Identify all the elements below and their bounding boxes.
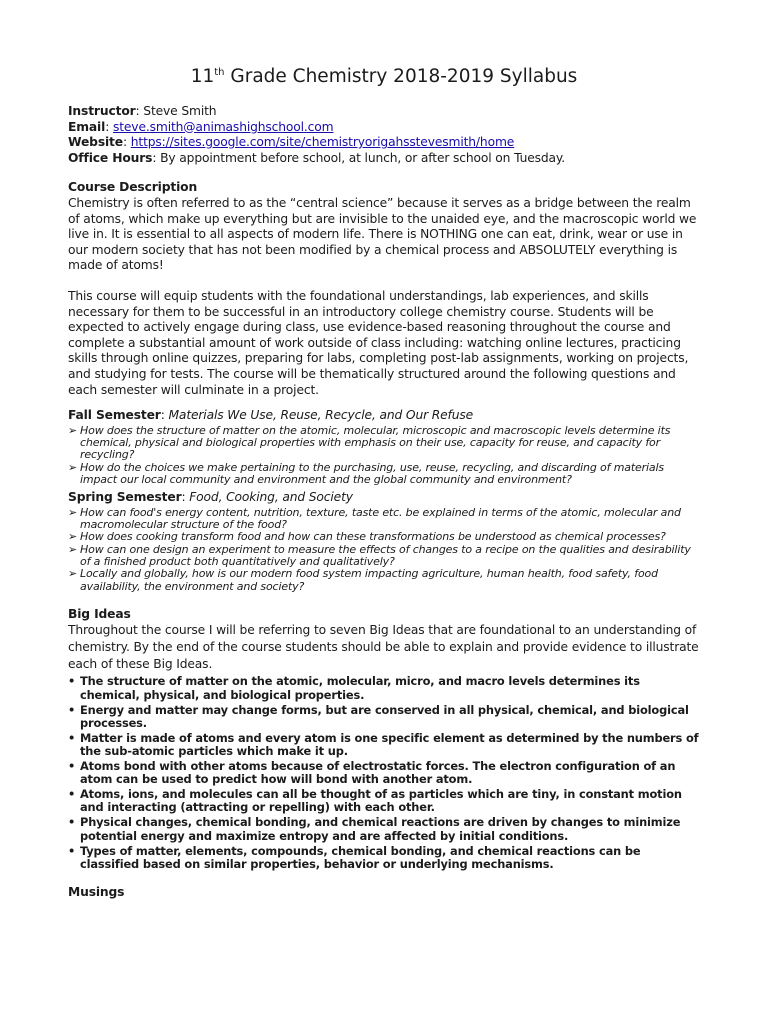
title-text: Grade Chemistry 2018-2019 Syllabus	[224, 66, 578, 87]
bullet-icon: •	[68, 674, 76, 689]
office-hours-text: By appointment before school, at lunch, or after school on Tuesday.	[160, 150, 566, 165]
list-item	[68, 507, 700, 532]
bullet-icon: •	[68, 759, 76, 773]
office-hours-label: Office Hours	[68, 150, 153, 165]
bullet-icon: •	[68, 702, 76, 717]
question-text: How can food's energy content, nutrition, texture, taste etc. be explained in terms of the atomic, molecular and macromolecular structure of the food?	[80, 505, 681, 532]
arrow-bullet-icon: ➢	[68, 505, 78, 519]
instructor-row: Instructor: Steve Smith	[68, 104, 217, 118]
instructor-name: Steve Smith	[143, 104, 217, 118]
page-title	[68, 66, 700, 88]
email-label: Email	[68, 119, 106, 134]
big-idea-text: Types of matter, elements, compounds, chemical bonding, and chemical reactions can be classified based on similar properties, behavior or underlying mechanisms.	[80, 843, 641, 871]
question-text: Locally and globally, how is our modern food system impacting agriculture, human health, food safety, food availability, the environment and society?	[80, 567, 658, 593]
spring-semester-label: Spring Semester	[68, 490, 182, 505]
list-item	[68, 675, 700, 702]
instructor-label: Instructor	[68, 104, 136, 118]
big-ideas-intro: Throughout the course I will be referring to seven Big Ideas that are foundational to an understanding of chemistry. By the end of the course students should be able to explain and provide evidence to illustrate each of these Big Ideas.	[68, 623, 699, 672]
musings-heading: Musings	[68, 885, 125, 900]
big-idea-text: The structure of matter on the atomic, molecular, micro, and macro levels determines its chemical, physical, and biological properties.	[80, 674, 640, 702]
arrow-bullet-icon: ➢	[68, 460, 78, 474]
list-item	[68, 816, 700, 843]
list-item	[68, 568, 700, 593]
spring-semester-heading: Spring Semester: Food, Cooking, and Society	[68, 490, 353, 505]
list-item	[68, 788, 700, 815]
website-row: Website: https://sites.google.com/site/chemistryorigahsstevesmith/home	[68, 135, 515, 150]
arrow-bullet-icon: ➢	[68, 567, 78, 581]
big-ideas-list	[68, 675, 700, 871]
list-item	[68, 704, 700, 731]
title-superscript: th	[214, 66, 225, 78]
question-text: How does the structure of matter on the atomic, molecular, microscopic and macroscopic levels determine its chemical, physical and biological properties with emphasis on their use, capacity for reuse, and capacity for recycling?	[80, 423, 671, 462]
spring-questions-list	[68, 507, 700, 593]
fall-semester-theme: Materials We Use, Reuse, Recycle, and Our Refuse	[168, 408, 474, 423]
list-item	[68, 544, 700, 569]
course-description-paragraph-1: Chemistry is often referred to as the “central science” because it serves as a bridge between the realm of atoms, which make up everything but are invisible to the unaided eye, and the macroscopic world we live in. It is essential to all aspects of modern life. There is NOTHING one can eat, drink, wear or use in our modern society that has not been modified by a chemical process and ABSOLUTELY everything is made of atoms!	[68, 195, 697, 273]
fall-semester-heading: Fall Semester: Materials We Use, Reuse, Recycle, and Our Refuse	[68, 408, 474, 423]
list-item	[68, 760, 700, 787]
list-item	[68, 462, 700, 487]
question-text: How do the choices we make pertaining to the purchasing, use, reuse, recycling, and discarding of materials impact our local community and environment and the global community and environment?	[80, 460, 664, 486]
office-hours-row: Office Hours: By appointment before school, at lunch, or after school on Tuesday.	[68, 150, 566, 165]
big-idea-text: Physical changes, chemical bonding, and chemical reactions are driven by changes to minimize potential energy and maximize entropy and are affected by initial conditions.	[80, 815, 681, 843]
email-link[interactable]: steve.smith@animashighschool.com	[112, 119, 334, 134]
question-text: How does cooking transform food and how can these transformations be understood as chemical processes?	[80, 530, 666, 544]
big-idea-text: Atoms bond with other atoms because of electrostatic forces. The electron configuration of an atom can be used to predict how will bond with another atom.	[80, 759, 676, 787]
website-label: Website	[68, 135, 123, 150]
contact-block	[68, 104, 700, 166]
list-item	[68, 425, 700, 462]
big-ideas-heading: Big Ideas	[68, 606, 131, 621]
list-item	[68, 732, 700, 759]
course-description-heading: Course Description	[68, 180, 198, 195]
course-description-paragraph-2: This course will equip students with the foundational understandings, lab experiences, and skills necessary for them to be successful in an introductory college chemistry course. Students will be expected to actively engage during class, use evidence-based reasoning throughout the course and complete a substantial amount of work outside of class including: watching online lectures, practicing skills through online quizzes, preparing for labs, completing post-lab assignments, working on projects, and studying for tests. The course will be thematically structured around the following questions and each semester will culminate in a project.	[68, 288, 689, 397]
spring-semester-theme: Food, Cooking, and Society	[189, 490, 353, 505]
bullet-icon: •	[68, 843, 76, 858]
bullet-icon: •	[68, 787, 76, 802]
big-idea-text: Matter is made of atoms and every atom is one specific element as determined by the numbers of the sub-atomic particles which make it up.	[80, 730, 699, 759]
big-idea-text: Energy and matter may change forms, but are conserved in all physical, chemical, and biological processes.	[80, 702, 689, 730]
email-row: Email: steve.smith@animashighschool.com	[68, 119, 334, 134]
big-idea-text: Atoms, ions, and molecules can all be thought of as particles which are tiny, in constant motion and interacting (attracting or repelling) with each other.	[80, 787, 682, 815]
fall-semester-label: Fall Semester	[68, 408, 161, 423]
website-link[interactable]: https://sites.google.com/site/chemistryorigahsstevesmith/home	[130, 135, 515, 150]
arrow-bullet-icon: ➢	[68, 542, 78, 556]
arrow-bullet-icon: ➢	[68, 423, 78, 437]
question-text: How can one design an experiment to measure the effects of changes to a recipe on the qualities and desirability of a finished product both quantitatively and qualitatively?	[80, 542, 691, 568]
list-item	[68, 845, 700, 872]
bullet-icon: •	[68, 815, 76, 830]
title-grade: 11	[190, 66, 215, 87]
bullet-icon: •	[68, 730, 76, 745]
fall-questions-list	[68, 425, 700, 486]
arrow-bullet-icon: ➢	[68, 530, 78, 544]
